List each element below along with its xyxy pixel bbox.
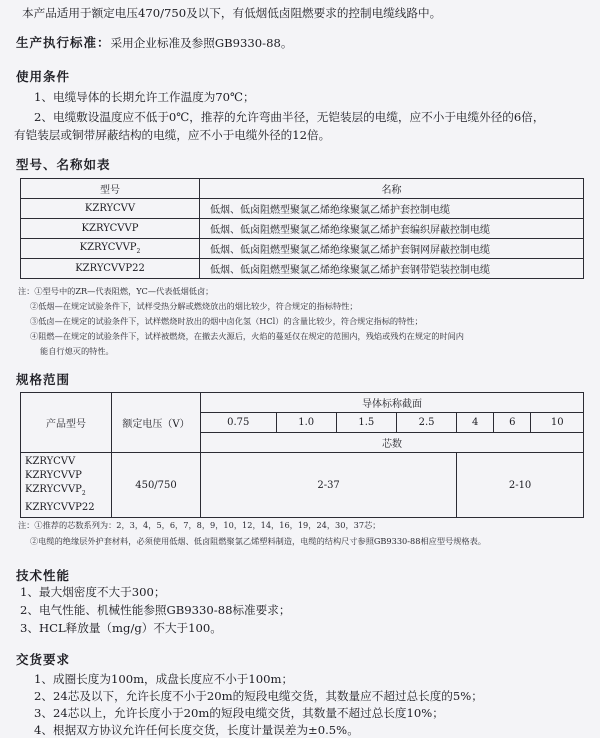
models-heading: 型号、名称如表 — [16, 157, 111, 172]
section-cell: 1.5 — [336, 413, 396, 433]
name-cell: 低烟、低卤阻燃型聚氯乙烯绝缘聚氯乙烯护套控制电缆 — [200, 199, 584, 219]
tech-item-3: 3、HCL释放量（mg/g）不大于100。 — [20, 621, 222, 635]
standard-text: 采用企业标准及参照GB9330-88。 — [110, 36, 293, 50]
model-cell: KZRYCVVP — [21, 219, 200, 239]
section-cell: 4 — [457, 413, 494, 433]
tech-item-2: 2、电气性能、机械性能参照GB9330-88标准要求； — [20, 603, 291, 617]
spec-model: $KZRYCVVP_2$ — [25, 484, 86, 497]
models-note-3: ③低卤—在规定的试验条件下，试样燃烧时放出的烟中卤化氢（HCl）的含量比较少，符合规定指标的特性； — [30, 316, 423, 326]
name-cell: 低烟、低卤阻燃型聚氯乙烯绝缘聚氯乙烯护套钢带铠装控制电缆 — [200, 259, 584, 279]
table-row — [21, 393, 584, 413]
delivery-heading: 交货要求 — [16, 652, 71, 667]
model-cell: KZRYCVVP22 — [21, 259, 200, 279]
conditions-heading: 使用条件 — [16, 69, 71, 84]
table-row — [21, 219, 584, 239]
section-cell: 1.0 — [276, 413, 336, 433]
section-cell: 0.75 — [201, 413, 277, 433]
table-row — [21, 179, 584, 199]
models-table — [20, 178, 584, 279]
models-note-4: ④阻燃—在规定的试验条件下，试样被燃烧，在撤去火源后，火焰的蔓延仅在规定的范围内，残焰或残灼在规定的时间内 — [30, 331, 464, 341]
product-model-header: 产品型号 — [21, 393, 112, 453]
model-subscript: 2 — [136, 248, 141, 255]
model-cell — [21, 239, 200, 259]
spec-model: KZRYCVV — [25, 456, 76, 467]
standard-heading: 生产执行标准： — [16, 35, 111, 50]
name-cell: 低烟、低卤阻燃型聚氯乙烯绝缘聚氯乙烯护套铜网屏蔽控制电缆 — [200, 239, 584, 259]
intro-text: 本产品适用于额定电压470/750及以下，有低烟低卤阻燃要求的控制电缆线路中。 — [22, 6, 442, 20]
standard-line — [16, 36, 292, 50]
model-text: KZRYCVVP — [79, 242, 137, 253]
spec-model: KZRYCVVP — [25, 470, 82, 481]
tech-heading: 技术性能 — [16, 568, 71, 583]
voltage-cell: 450/750 — [112, 453, 201, 518]
delivery-item-1: 1、成圈长度为100m，成盘长度应不小于100m； — [34, 672, 294, 686]
table-row — [21, 259, 584, 279]
section-cell: 2.5 — [396, 413, 456, 433]
model-cell: KZRYCVV — [21, 199, 200, 219]
tech-item-1: 1、最大烟密度不大于300； — [20, 585, 166, 599]
section-header: 导体标称截面 — [201, 393, 584, 413]
voltage-header: 额定电压（V） — [112, 393, 201, 453]
delivery-item-2: 2、24芯及以下，允许长度不小于20m的短段电缆交货，其数量应不超过总长度的5%； — [34, 689, 483, 703]
specs-heading: 规格范围 — [16, 372, 71, 387]
condition-item-2-cont: 有铠装层或铜带屏蔽结构的电缆，应不小于电缆外径的12倍。 — [14, 128, 331, 142]
section-cell: 10 — [531, 413, 584, 433]
models-note-1: 注：①型号中的ZR—代表阻燃，YC—代表低烟低卤； — [18, 286, 214, 296]
cores-header: 芯数 — [201, 433, 584, 453]
core-range-cell: 2-37 — [201, 453, 457, 518]
table-row — [21, 199, 584, 219]
name-cell: 低烟、低卤阻燃型聚氯乙烯绝缘聚氯乙烯护套编织屏蔽控制电缆 — [200, 219, 584, 239]
models-note-5: 能自行熄灭的特性。 — [40, 346, 114, 356]
models-note-2: ②低烟—在规定试验条件下，试样受热分解或燃烧放出的烟比较少，符合规定的指标特性； — [30, 301, 358, 311]
specs-note-2: ②电缆的绝缘层外护套材料，必须使用低烟、低卤阻燃聚氯乙烯塑料制造，电缆的结构尺寸参照GB9330-88相应型号规格表。 — [30, 536, 486, 546]
condition-item-2: 2、电缆敷设温度应不低于0℃，推荐的允许弯曲半径，无铠装层的电缆，应不小于电缆外径的6倍， — [34, 110, 545, 124]
core-range-cell: 2-10 — [457, 453, 584, 518]
delivery-item-4: 4、根据双方协议允许任何长度交货，长度计量误差为±0.5%。 — [34, 723, 359, 737]
delivery-item-3: 3、24芯以上，允许长度小于20m的短段电缆交货，其数量不超过总长度10%； — [34, 706, 444, 720]
table-row — [21, 453, 584, 518]
model-header: 型号 — [21, 179, 200, 199]
spec-models-cell — [21, 453, 112, 518]
specs-table — [20, 392, 584, 518]
spec-model: KZRYCVVP22 — [25, 502, 95, 513]
section-cell: 6 — [494, 413, 531, 433]
name-header: 名称 — [200, 179, 584, 199]
table-row — [21, 239, 584, 259]
specs-note-1: 注：①推荐的芯数系列为：2，3，4，5，6，7，8，9，10，12，14，16，19，24，30，37芯； — [18, 520, 381, 530]
condition-item-1: 1、电缆导体的长期允许工作温度为70℃； — [34, 90, 255, 104]
